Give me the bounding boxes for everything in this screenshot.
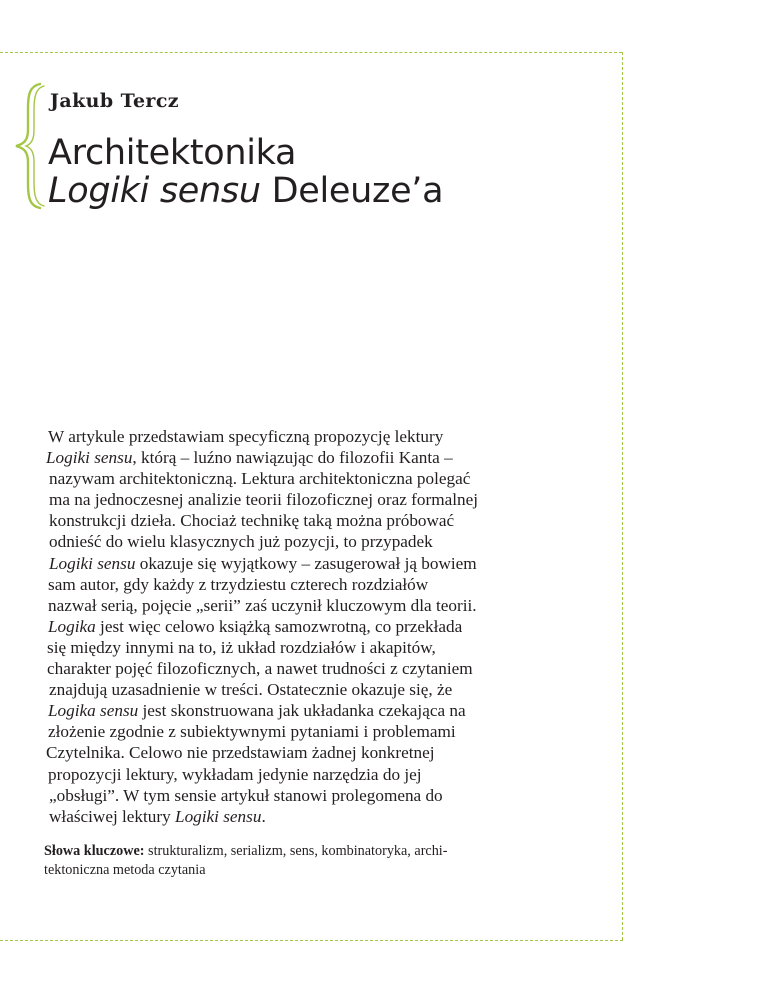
abstract-line (44, 595, 544, 616)
abstract-text: Czytelnika. Celowo nie przedstawiam żadnej konkretnej (46, 743, 435, 763)
abstract-line (44, 447, 544, 468)
abstract-line (44, 531, 544, 552)
author-name: Jakub Tercz (50, 90, 179, 112)
abstract-text: nazwał serią, pojęcie „serii” zaś uczynił kluczowym dla teorii. (48, 595, 477, 615)
abstract-text: sam autor, gdy każdy z trzydziestu czterech rozdziałów (48, 574, 429, 594)
abstract-text: charakter pojęć filozoficznych, a nawet trudności z czytaniem (47, 659, 473, 679)
title-line-2 (48, 172, 443, 210)
abstract-italic-title: Logiki sensu (175, 806, 262, 826)
keywords-label: Słowa kluczowe: (44, 843, 145, 859)
title-italic-part: Logiki sensu (48, 171, 261, 211)
abstract-italic-title: Logiki sensu (49, 553, 136, 573)
abstract-line (44, 426, 544, 447)
abstract-text: nazywam architektoniczną. Lektura architektoniczna polegać (49, 469, 471, 489)
frame-border-bottom (0, 940, 623, 941)
title-line-1: Architektonika (48, 133, 297, 173)
frame-border-right (622, 52, 623, 940)
abstract-text: znajdują uzasadnienie w treści. Ostatecznie okazuje się, że (49, 680, 453, 700)
abstract-line (44, 510, 544, 531)
abstract-text: jest więc celowo książką samozwrotną, co przekłada (95, 616, 463, 636)
abstract-line (44, 742, 544, 763)
abstract-line (44, 616, 544, 637)
abstract-text: propozycji lektury, wykładam jedynie narzędzia do jej (48, 764, 422, 784)
abstract-line (44, 679, 544, 700)
abstract-line (44, 806, 544, 827)
abstract-text: „obsługi”. W tym sensie artykuł stanowi prolegomena do (49, 785, 443, 805)
abstract-line (44, 489, 544, 510)
curly-brace-ornament (6, 82, 46, 210)
abstract-line (44, 764, 544, 785)
article-title (48, 134, 443, 210)
abstract-italic-title: Logika (48, 616, 96, 636)
abstract-line (44, 468, 544, 489)
abstract-line (44, 658, 544, 679)
abstract-text: odnieść do wielu klasycznych już pozycji, to przypadek (49, 532, 433, 552)
title-rest-part: Deleuze’a (260, 171, 444, 211)
abstract-line (44, 553, 544, 574)
abstract (44, 426, 544, 827)
frame-border-top (0, 52, 622, 53)
keywords-line-1 (44, 842, 584, 861)
keywords-text-1: strukturalizm, serializm, sens, kombinatoryka, archi- (144, 843, 448, 859)
abstract-line (44, 637, 544, 658)
abstract-line (44, 721, 544, 742)
abstract-text: . (261, 806, 266, 826)
abstract-text: W artykule przedstawiam specyficzną propozycję lektury (48, 427, 444, 446)
abstract-line (44, 700, 544, 721)
abstract-italic-title: Logiki sensu (46, 448, 133, 468)
abstract-text: , którą – luźno nawiązując do filozofii Kanta – (132, 448, 453, 468)
keywords-section (44, 842, 584, 880)
abstract-text: okazuje się wyjątkowy – zasugerował ją bowiem (135, 553, 477, 573)
keywords-line-2: tektoniczna metoda czytania (44, 862, 206, 878)
abstract-italic-title: Logika sensu (48, 701, 139, 721)
abstract-text: konstrukcji dzieła. Chociaż technikę taką można próbować (49, 511, 455, 531)
abstract-text: właściwej lektury (49, 806, 176, 826)
abstract-text: złożenie zgodnie z subiektywnymi pytaniami i problemami (48, 722, 456, 742)
abstract-text: się między innymi na to, iż układ rozdziałów i akapitów, (47, 637, 436, 657)
abstract-text: ma na jednoczesnej analizie teorii filozoficznej oraz formalnej (49, 490, 478, 510)
abstract-line (44, 785, 544, 806)
abstract-line (44, 574, 544, 595)
abstract-text: jest skonstruowana jak układanka czekająca na (138, 701, 466, 721)
